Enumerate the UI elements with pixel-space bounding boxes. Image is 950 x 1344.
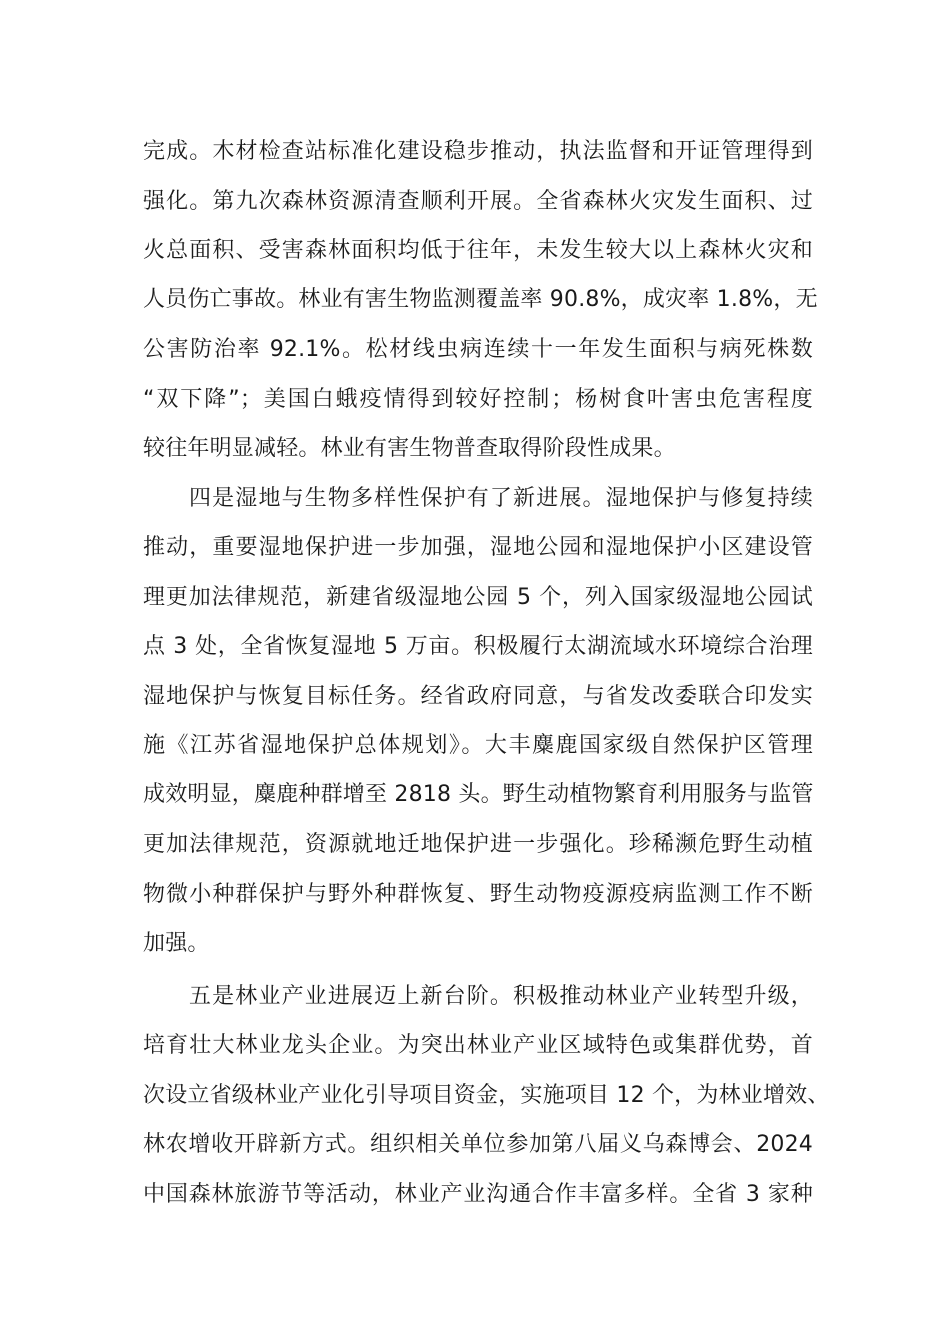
paragraph-line: 理更加法律规范，新建省级湿地公园 5 个，列入国家级湿地公园试 <box>143 585 813 610</box>
paragraph-line: 施《江苏省湿地保护总体规划》。大丰麋鹿国家级自然保护区管理 <box>143 733 813 758</box>
paragraph-line: 更加法律规范，资源就地迁地保护进一步强化。珍稀濒危野生动植 <box>143 832 813 857</box>
paragraph-line: 四是湿地与生物多样性保护有了新进展。湿地保护与修复持续 <box>189 486 813 511</box>
paragraph-line: 强化。第九次森林资源清查顺利开展。全省森林火灾发生面积、过 <box>143 189 813 214</box>
paragraph-line: 较往年明显减轻。林业有害生物普查取得阶段性成果。 <box>143 436 676 461</box>
paragraph-line: 五是林业产业进展迈上新台阶。积极推动林业产业转型升级， <box>189 984 813 1009</box>
paragraph-line: 中国森林旅游节等活动，林业产业沟通合作丰富多样。全省 3 家种 <box>143 1182 813 1207</box>
paragraph-line: 公害防治率 92.1%。松材线虫病连续十一年发生面积与病死株数 <box>143 337 813 362</box>
paragraph-line: 完成。木材检查站标准化建设稳步推动，执法监督和开证管理得到 <box>143 139 813 164</box>
paragraph-line: 培育壮大林业龙头企业。为突出林业产业区域特色或集群优势，首 <box>143 1033 813 1058</box>
paragraph-line: 点 3 处，全省恢复湿地 5 万亩。积极履行太湖流域水环境综合治理 <box>143 634 813 659</box>
paragraph-line: 物微小种群保护与野外种群恢复、野生动物疫源疫病监测工作不断 <box>143 882 813 907</box>
paragraph-line: 加强。 <box>143 931 210 956</box>
paragraph-line: 火总面积、受害森林面积均低于往年，未发生较大以上森林火灾和 <box>143 238 813 263</box>
paragraph-line: 人员伤亡事故。林业有害生物监测覆盖率 90.8%，成灾率 1.8%，无 <box>143 287 818 312</box>
paragraph-line: “双下降”；美国白蛾疫情得到较好控制；杨树食叶害虫危害程度 <box>143 387 813 412</box>
paragraph-line: 成效明显，麋鹿种群增至 2818 头。野生动植物繁育利用服务与监管 <box>143 782 814 807</box>
paragraph-line: 湿地保护与恢复目标任务。经省政府同意，与省发改委联合印发实 <box>143 684 813 709</box>
paragraph-line: 推动，重要湿地保护进一步加强，湿地公园和湿地保护小区建设管 <box>143 535 813 560</box>
paragraph-line: 次设立省级林业产业化引导项目资金，实施项目 12 个，为林业增效、 <box>143 1083 830 1108</box>
paragraph-line: 林农增收开辟新方式。组织相关单位参加第八届义乌森博会、2024 <box>143 1132 813 1157</box>
